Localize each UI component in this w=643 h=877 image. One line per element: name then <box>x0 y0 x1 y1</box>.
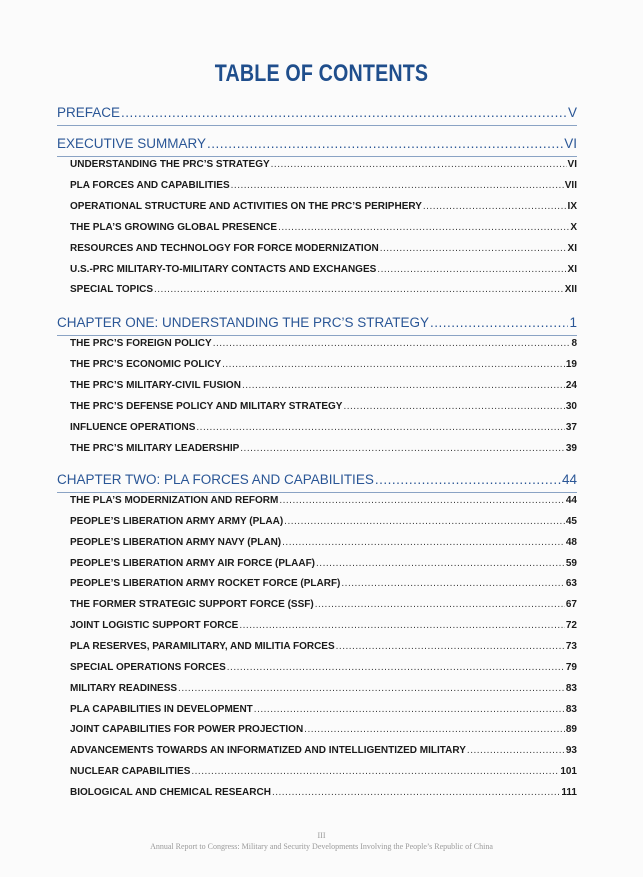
toc-entry[interactable] <box>70 495 577 506</box>
toc-section[interactable] <box>57 315 577 330</box>
toc-entry-label: THE PLA’S GROWING GLOBAL PRESENCE <box>70 221 278 233</box>
toc-section-page: 1 <box>569 315 577 330</box>
leader-dots <box>279 495 565 506</box>
leader-dots <box>430 315 568 330</box>
toc-entry[interactable] <box>70 537 577 548</box>
toc-entry-page: VII <box>564 179 577 191</box>
toc-section-label: PREFACE <box>57 105 121 120</box>
toc-entry-page: 39 <box>565 442 577 454</box>
leader-dots <box>467 745 565 756</box>
toc-entry-label: JOINT CAPABILITIES FOR POWER PROJECTION <box>70 724 304 736</box>
leader-dots <box>231 180 564 191</box>
toc-entry-label: BIOLOGICAL AND CHEMICAL RESEARCH <box>70 786 271 798</box>
toc-entry-label: NUCLEAR CAPABILITIES <box>70 766 191 778</box>
toc-entry-page: 19 <box>565 358 577 370</box>
toc-entry-page: XII <box>564 284 577 296</box>
section-divider <box>57 125 577 126</box>
toc-entry-label: SPECIAL OPERATIONS FORCES <box>70 661 226 673</box>
leader-dots <box>284 516 565 527</box>
toc-entry-label: ADVANCEMENTS TOWARDS AN INFORMATIZED AND INTELLIGENTIZED MILITARY <box>70 745 466 757</box>
footer-page-number: III <box>317 831 326 840</box>
toc-section[interactable] <box>57 472 577 487</box>
toc-entry[interactable] <box>70 201 577 212</box>
toc-entry-page: X <box>570 221 577 233</box>
toc-entry-page: 79 <box>565 661 577 673</box>
toc-entry[interactable] <box>70 516 577 527</box>
toc-entry-page: 45 <box>565 515 577 527</box>
toc-entry-page: 30 <box>565 400 577 412</box>
leader-dots <box>271 159 567 170</box>
toc-entry[interactable] <box>70 578 577 589</box>
toc-entry-page: 59 <box>565 557 577 569</box>
toc-entry[interactable] <box>70 264 577 275</box>
leader-dots <box>282 537 565 548</box>
toc-entry[interactable] <box>70 401 577 412</box>
toc-entry-label: PEOPLE’S LIBERATION ARMY ROCKET FORCE (PLARF) <box>70 578 341 590</box>
leader-dots <box>121 105 567 120</box>
leader-dots <box>278 222 569 233</box>
toc-section-label: CHAPTER ONE: UNDERSTANDING THE PRC’S STRATEGY <box>57 315 430 330</box>
toc-section-page: VI <box>564 136 577 151</box>
toc-entry-label: JOINT LOGISTIC SUPPORT FORCE <box>70 620 239 632</box>
toc-entry[interactable] <box>70 380 577 391</box>
toc-entry-label: MILITARY READINESS <box>70 682 178 694</box>
leader-dots <box>239 620 565 631</box>
leader-dots <box>154 284 564 295</box>
toc-entry[interactable] <box>70 338 577 349</box>
leader-dots <box>377 264 566 275</box>
toc-list <box>57 0 577 877</box>
toc-entry[interactable] <box>70 284 577 295</box>
toc-entry-label: PEOPLE’S LIBERATION ARMY NAVY (PLAN) <box>70 536 282 548</box>
toc-entry[interactable] <box>70 641 577 652</box>
toc-entry-label: OPERATIONAL STRUCTURE AND ACTIVITIES ON THE PRC’S PERIPHERY <box>70 200 422 212</box>
leader-dots <box>242 380 565 391</box>
toc-entry-label: PLA FORCES AND CAPABILITIES <box>70 179 230 191</box>
toc-entry-page: 73 <box>565 640 577 652</box>
leader-dots <box>336 641 565 652</box>
toc-section[interactable] <box>57 105 577 120</box>
leader-dots <box>316 558 565 569</box>
leader-dots <box>222 359 565 370</box>
toc-entry-label: PEOPLE’S LIBERATION ARMY AIR FORCE (PLAAF) <box>70 557 316 569</box>
toc-entry-page: 83 <box>565 703 577 715</box>
toc-entry[interactable] <box>70 243 577 254</box>
toc-entry-page: 72 <box>565 620 577 632</box>
leader-dots <box>375 472 561 487</box>
toc-section[interactable] <box>57 136 577 151</box>
toc-entry-page: IX <box>567 200 577 212</box>
toc-entry[interactable] <box>70 159 577 170</box>
toc-entry[interactable] <box>70 662 577 673</box>
toc-entry-page: 89 <box>565 724 577 736</box>
leader-dots <box>423 201 567 212</box>
toc-entry[interactable] <box>70 745 577 756</box>
toc-section-label: CHAPTER TWO: PLA FORCES AND CAPABILITIES <box>57 472 374 487</box>
toc-entry-page: 67 <box>565 599 577 611</box>
toc-entry-page: 111 <box>561 786 577 798</box>
leader-dots <box>304 724 565 735</box>
toc-entry-page: 93 <box>565 745 577 757</box>
toc-entry-label: THE PRC’S DEFENSE POLICY AND MILITARY STRATEGY <box>70 400 343 412</box>
toc-entry-page: 8 <box>571 338 577 349</box>
toc-entry-label: PLA CAPABILITIES IN DEVELOPMENT <box>70 703 253 715</box>
toc-entry-page: VI <box>567 159 577 170</box>
toc-entry-page: 48 <box>565 536 577 548</box>
toc-entry-page: 44 <box>565 495 577 506</box>
toc-entry-label: THE PRC’S MILITARY LEADERSHIP <box>70 442 240 454</box>
leader-dots <box>207 136 563 151</box>
footer-running-title: Annual Report to Congress: Military and Security Developments Involving the People’s Republic of China <box>150 842 493 851</box>
leader-dots <box>315 599 565 610</box>
toc-section-page: 44 <box>561 472 577 487</box>
toc-entry[interactable] <box>70 787 577 798</box>
toc-entry-label: UNDERSTANDING THE PRC’S STRATEGY <box>70 159 270 170</box>
toc-entry-label: SPECIAL TOPICS <box>70 284 153 296</box>
toc-entry-label: THE FORMER STRATEGIC SUPPORT FORCE (SSF) <box>70 599 314 611</box>
toc-entry-label: RESOURCES AND TECHNOLOGY FOR FORCE MODERNIZATION <box>70 242 379 254</box>
toc-entry[interactable] <box>70 222 577 233</box>
toc-entry[interactable] <box>70 443 577 454</box>
leader-dots <box>178 683 565 694</box>
leader-dots <box>254 704 565 715</box>
toc-entry[interactable] <box>70 558 577 569</box>
toc-entry[interactable] <box>70 724 577 735</box>
toc-entry-label: THE PRC’S ECONOMIC POLICY <box>70 358 222 370</box>
toc-entry-label: U.S.-PRC MILITARY-TO-MILITARY CONTACTS AND EXCHANGES <box>70 263 377 275</box>
toc-entry-label: PEOPLE’S LIBERATION ARMY ARMY (PLAA) <box>70 515 284 527</box>
leader-dots <box>227 662 565 673</box>
toc-entry[interactable] <box>70 766 577 777</box>
toc-entry-page: 63 <box>565 578 577 590</box>
toc-section-label: EXECUTIVE SUMMARY <box>57 136 207 151</box>
toc-entry[interactable] <box>70 599 577 610</box>
toc-entry-page: 37 <box>565 421 577 433</box>
leader-dots <box>240 443 565 454</box>
toc-entry-page: 83 <box>565 682 577 694</box>
toc-entry[interactable] <box>70 359 577 370</box>
leader-dots <box>272 787 560 798</box>
toc-entry[interactable] <box>70 180 577 191</box>
leader-dots <box>191 766 559 777</box>
toc-entry-label: THE PLA’S MODERNIZATION AND REFORM <box>70 495 279 506</box>
toc-entry-label: INFLUENCE OPERATIONS <box>70 421 196 433</box>
leader-dots <box>343 401 564 412</box>
toc-entry-page: 24 <box>565 379 577 391</box>
toc-entry[interactable] <box>70 620 577 631</box>
section-divider <box>57 156 577 157</box>
toc-section-page: V <box>567 105 577 120</box>
leader-dots <box>380 243 567 254</box>
leader-dots <box>213 338 571 349</box>
toc-entry[interactable] <box>70 683 577 694</box>
toc-entry-label: THE PRC’S MILITARY-CIVIL FUSION <box>70 379 241 391</box>
page-title: TABLE OF CONTENTS <box>214 60 429 87</box>
section-divider <box>57 335 577 336</box>
toc-entry[interactable] <box>70 422 577 433</box>
leader-dots <box>196 422 564 433</box>
toc-entry-label: PLA RESERVES, PARAMILITARY, AND MILITIA FORCES <box>70 640 335 652</box>
toc-entry-page: XI <box>567 263 577 275</box>
toc-entry[interactable] <box>70 704 577 715</box>
toc-entry-page: XI <box>567 242 577 254</box>
toc-entry-page: 101 <box>560 766 577 778</box>
toc-entry-label: THE PRC’S FOREIGN POLICY <box>70 338 212 349</box>
leader-dots <box>341 578 564 589</box>
section-divider <box>57 492 577 493</box>
